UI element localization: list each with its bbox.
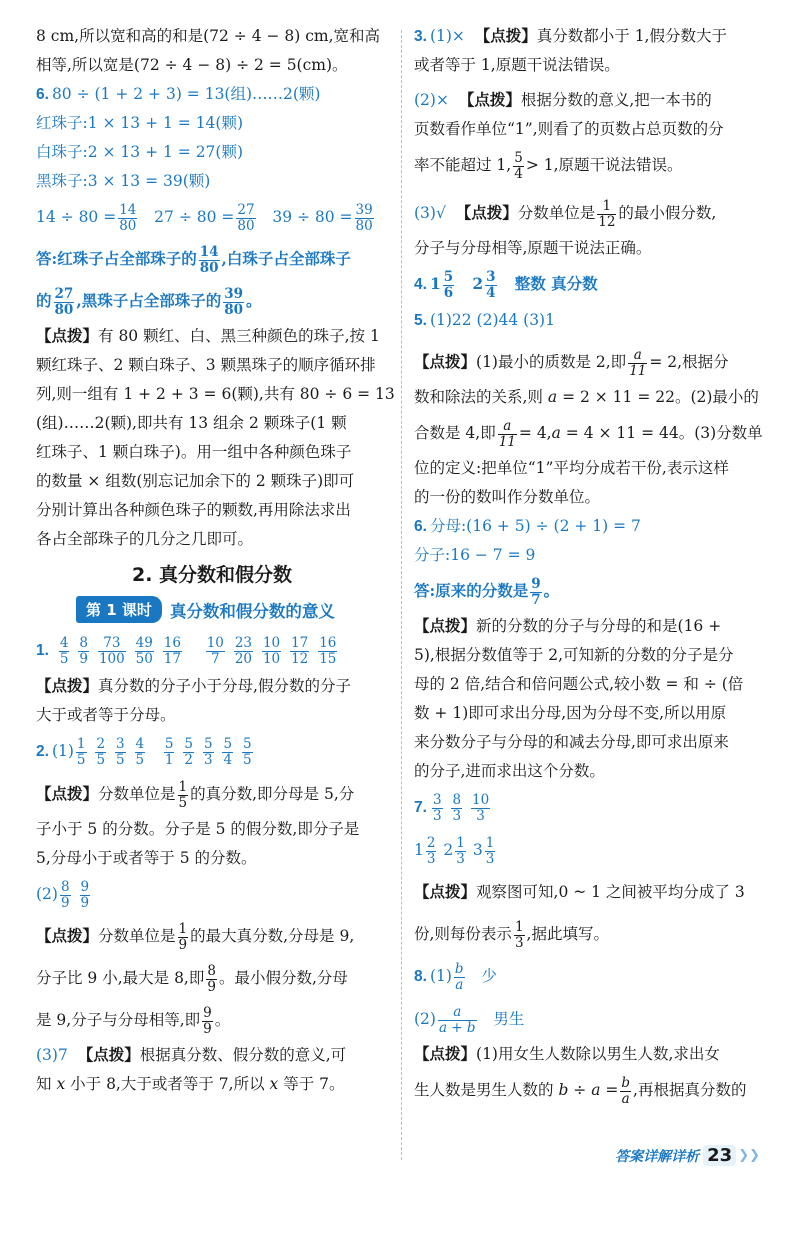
fraction: $\frac{5}{5}$ <box>243 736 252 768</box>
text-line: 黑珠子:3 × 13 = 39(颗) <box>36 172 211 190</box>
hint-tag: 【点拨】 <box>414 1045 477 1063</box>
hint-tag: 【点拨】 <box>414 883 477 901</box>
hint-tag: 【点拨】 <box>36 785 99 803</box>
fraction: $\frac{4}{5}$ <box>135 736 145 768</box>
fraction: $\frac{73}{100}$ <box>98 635 125 667</box>
hint-tag: 【点拨】 <box>455 204 518 222</box>
question-6-left: 6. 80 ÷ (1 + 2 + 3) = 13(组)……2(颗) 红珠子:1 × 13 + 1 = 14(颗) 白珠子:2 × 13 + 1 = 27(颗) 黑珠子:3 × 13 = 39(颗) 14 ÷ 80 = $\frac{14}{80}$ 27 ÷ 80 = $\frac{27}{80}$ 39 ÷ 80 = $\frac{39}{80}$ 答:红珠子占全部珠子的 $\frac{14}{80}$ ,白珠子占全部珠子 的 $\frac{27}{80}$ ,黑珠子占全部珠子的 $\frac{39}{80}$ 。 【点拨】有 80 颗红、白、黑三种颜色的珠子,按 1 颗红珠子、2 颗白珠子、3 颗黑珠子的顺序循环排 列,则一组有 1 + 2 + 3 = 6(颗),共有 80 ÷ 6 = 13 (组)……2(颗),即共有 13 组余 2 颗珠子(1 颗 红珠子、1 颗白珠子)。用一组中各种颜色珠子 的数量 × 组数(别忘记加余下的 2 颗珠子)即可 分别计算出各种颜色珠子的颗数,再用除法求出 各占全部珠子的几分之几即可。 <box>36 85 395 548</box>
question-5: 5. (1)22 (2)44 (3)1 【点拨】(1)最小的质数是 2,即 $\frac{a}{11}$ = 2,根据分 数和除法的关系,则 a = 2 × 11 = 22。(2)最小的 合数是 4,即 $\frac{a}{11}$ = 4,a = 4 × 11 = 44。(3)分数单 位的定义:把单位“1”平均分成若干份,表示这样 的一份的数叫作分数单位。 <box>414 311 763 506</box>
fraction: $\frac{17}{12}$ <box>291 635 309 667</box>
question-number: 6. <box>36 86 49 103</box>
fraction: $\frac{4}{5}$ <box>59 635 69 667</box>
hint-tag: 【点拨】 <box>474 27 537 45</box>
hint-tag: 【点拨】 <box>36 677 99 695</box>
fraction: $\frac{1}{3}$ <box>456 835 465 867</box>
fraction: $\frac{2}{5}$ <box>96 736 106 768</box>
question-1: 1. $\frac{4}{5}$ $\frac{8}{9}$ $\frac{73}{100}$ $\frac{49}{50}$ $\frac{16}{17}$ $\frac{10}{7}$ $\frac{23}{20}$ $\frac{10}{10}$ $\frac{17}{12}$ $\frac{16}{15}$ 【点拨】真分数的分子小于分母,假分数的分子 大于或者等于分母。 <box>36 629 388 730</box>
fraction: $\frac{49}{50}$ <box>135 635 153 667</box>
lesson-header <box>76 596 388 623</box>
lesson-badge: 第 1 课时 <box>76 596 162 623</box>
fraction: $\frac{3}{3}$ <box>432 792 442 824</box>
fraction: $\frac{9}{9}$ <box>80 879 90 911</box>
text-line: 白珠子:2 × 13 + 1 = 27(颗) <box>36 143 244 161</box>
fraction: $\frac{16}{17}$ <box>163 635 181 667</box>
fraction: $\frac{8}{9}$ <box>79 635 88 667</box>
fraction: $\frac{5}{4}$ <box>223 736 233 768</box>
division-line: 14 ÷ 80 = $\frac{14}{80}$ 27 ÷ 80 = $\frac{27}{80}$ 39 ÷ 80 = $\frac{39}{80}$ <box>36 202 373 234</box>
right-column <box>414 22 766 1111</box>
fraction: $\frac{2}{3}$ <box>426 835 436 867</box>
text-line: 相等,所以宽是(72 ÷ 4 − 8) ÷ 2 = 5(cm)。 <box>36 56 348 74</box>
fraction: $\frac{16}{15}$ <box>319 635 337 667</box>
text-line: 红珠子:1 × 13 + 1 = 14(颗) <box>36 114 244 132</box>
hint-tag: 【点拨】 <box>36 327 99 345</box>
fraction: $\frac{8}{3}$ <box>452 792 462 824</box>
lesson-title: 真分数和假分数的意义 <box>169 601 335 621</box>
fraction: $\frac{3}{5}$ <box>115 736 125 768</box>
question-3: 3. (1)× 【点拨】真分数都小于 1,假分数大于 或者等于 1,原题干说法错误。 (2)× 【点拨】根据分数的意义,把一本书的 页数看作单位“1”,则看了的页数占总页数的分 率不能超过 1, $\frac{5}{4}$ > 1,原题干说法错误。 (3)√ 【点拨】分数单位是 $\frac{1}{12}$ 的最小假分数, 分子与分母相等,原题干说法正确。 <box>414 27 727 257</box>
hint-tag: 【点拨】 <box>36 927 99 945</box>
fraction: $\frac{10}{10}$ <box>262 635 281 667</box>
fraction-list: (2) $\frac{8}{9}$ $\frac{9}{9}$ <box>36 879 90 911</box>
fraction-list: 1. $\frac{4}{5}$ $\frac{8}{9}$ $\frac{73}{100}$ $\frac{49}{50}$ $\frac{16}{17}$ $\frac{10}{7}$ $\frac{23}{20}$ $\frac{10}{10}$ $\frac{17}{12}$ $\frac{16}{15}$ <box>36 635 337 667</box>
answer-line: 答:红珠子占全部珠子的 $\frac{14}{80}$ ,白珠子占全部珠子 <box>36 244 351 276</box>
answer-line: 的 $\frac{27}{80}$ ,黑珠子占全部珠子的 $\frac{39}{80}$ 。 <box>36 286 262 318</box>
section-title: 2. 真分数和假分数 <box>131 564 293 586</box>
fraction-list: 2. (1) $\frac{1}{5}$ $\frac{2}{5}$ $\frac{3}{5}$ $\frac{4}{5}$ $\frac{5}{1}$ $\frac{5}{2}$ $\frac{5}{3}$ $\frac{5}{4}$ $\frac{5}{5}$ <box>36 736 252 768</box>
fraction: $\frac{1}{3}$ <box>485 835 495 867</box>
left-column <box>36 22 395 1099</box>
fraction: $\frac{10}{7}$ <box>206 635 224 667</box>
column-divider <box>401 30 402 1160</box>
text-line: 8 cm,所以宽和高的和是(72 ÷ 4 − 8) cm,宽和高 <box>36 27 381 45</box>
fraction: $\frac{23}{20}$ <box>234 635 252 667</box>
hint-tag: 【点拨】 <box>414 617 477 635</box>
fraction-list: 7. $\frac{3}{3}$ $\frac{8}{3}$ $\frac{10}{3}$ <box>414 792 490 824</box>
chevron-right-icon: ❯❯ <box>738 1148 760 1163</box>
footer-label: 答案详解详析 <box>615 1148 700 1165</box>
hint-tag: 【点拨】 <box>77 1046 140 1064</box>
fraction: $\frac{5}{3}$ <box>203 736 213 768</box>
question-8: 8. (1) $\frac{b}{a}$ 少 (2) $\frac{a}{a + b}$ 男生 【点拨】(1)用女生人数除以男生人数,求出女 生人数是男生人数的 b ÷ a = $\frac{b}{a}$ ,再根据真分数的 <box>414 961 747 1107</box>
hint-tag: 【点拨】 <box>414 353 477 371</box>
fraction: $\frac{5}{2}$ <box>184 736 193 768</box>
page-footer <box>615 1145 760 1166</box>
question-6-right: 6. 分母:(16 + 5) ÷ (2 + 1) = 7 分子:16 − 7 = 9 答:原来的分数是 $\frac{9}{7}$ 。 【点拨】新的分数的分子与分母的和是(16 + 5),根据分数值等于 2,可知新的分数的分子是分 母的 2 倍,结合和倍问题公式,较小数 = 和 ÷ (倍 数 + 1)即可求出分母,因为分母不变,所以用原 来分数分子与分母的和减去分母,即可求出原来 的分子,进而求出这个分数。 <box>414 517 744 780</box>
fraction: $\frac{10}{3}$ <box>472 792 490 824</box>
mixed-number-list: 1 $\frac{2}{3}$ 2 $\frac{1}{3}$ 3 $\frac{1}{3}$ <box>414 835 495 867</box>
fraction: $\frac{1}{5}$ <box>76 736 86 768</box>
fraction: $\frac{5}{1}$ <box>164 736 174 768</box>
question-7: 7. $\frac{3}{3}$ $\frac{8}{3}$ $\frac{10}{3}$ 1 $\frac{2}{3}$ 2 $\frac{1}{3}$ 3 $\frac{1}{3}$ 【点拨】观察图可知,0 ~ 1 之间被平均分成了 3 份,则每份表示 $\frac{1}{3}$ ,据此填写。 <box>414 786 766 955</box>
fraction: $\frac{8}{9}$ <box>60 879 70 911</box>
hint-tag: 【点拨】 <box>458 91 521 109</box>
page-number: 23 <box>703 1145 736 1166</box>
question-4: 4. 1 $\frac{5}{6}$ 2 $\frac{3}{4}$ 整数 真分数 <box>414 269 598 301</box>
question-2: 2. (1) $\frac{1}{5}$ $\frac{2}{5}$ $\frac{3}{5}$ $\frac{4}{5}$ $\frac{5}{1}$ $\frac{5}{2}$ $\frac{5}{3}$ $\frac{5}{4}$ $\frac{5}{5}$ 【点拨】分数单位是 $\frac{1}{5}$ 的真分数,即分母是 5,分 子小于 5 的分数。分子是 5 的假分数,即分子是 5,分母小于或者等于 5 的分数。 (2) $\frac{8}{9}$ $\frac{9}{9}$ 【点拨】分数单位是 $\frac{1}{9}$ 的最大真分数,分母是 9, 分子比 9 小,最大是 8,即 $\frac{8}{9}$ 。最小假分数,分母 是 9,分子与分母相等,即 $\frac{9}{9}$ 。 (3)7 【点拨】根据真分数、假分数的意义,可 知 x 小于 8,大于或者等于 7,所以 x 等于 7。 <box>36 730 388 1099</box>
